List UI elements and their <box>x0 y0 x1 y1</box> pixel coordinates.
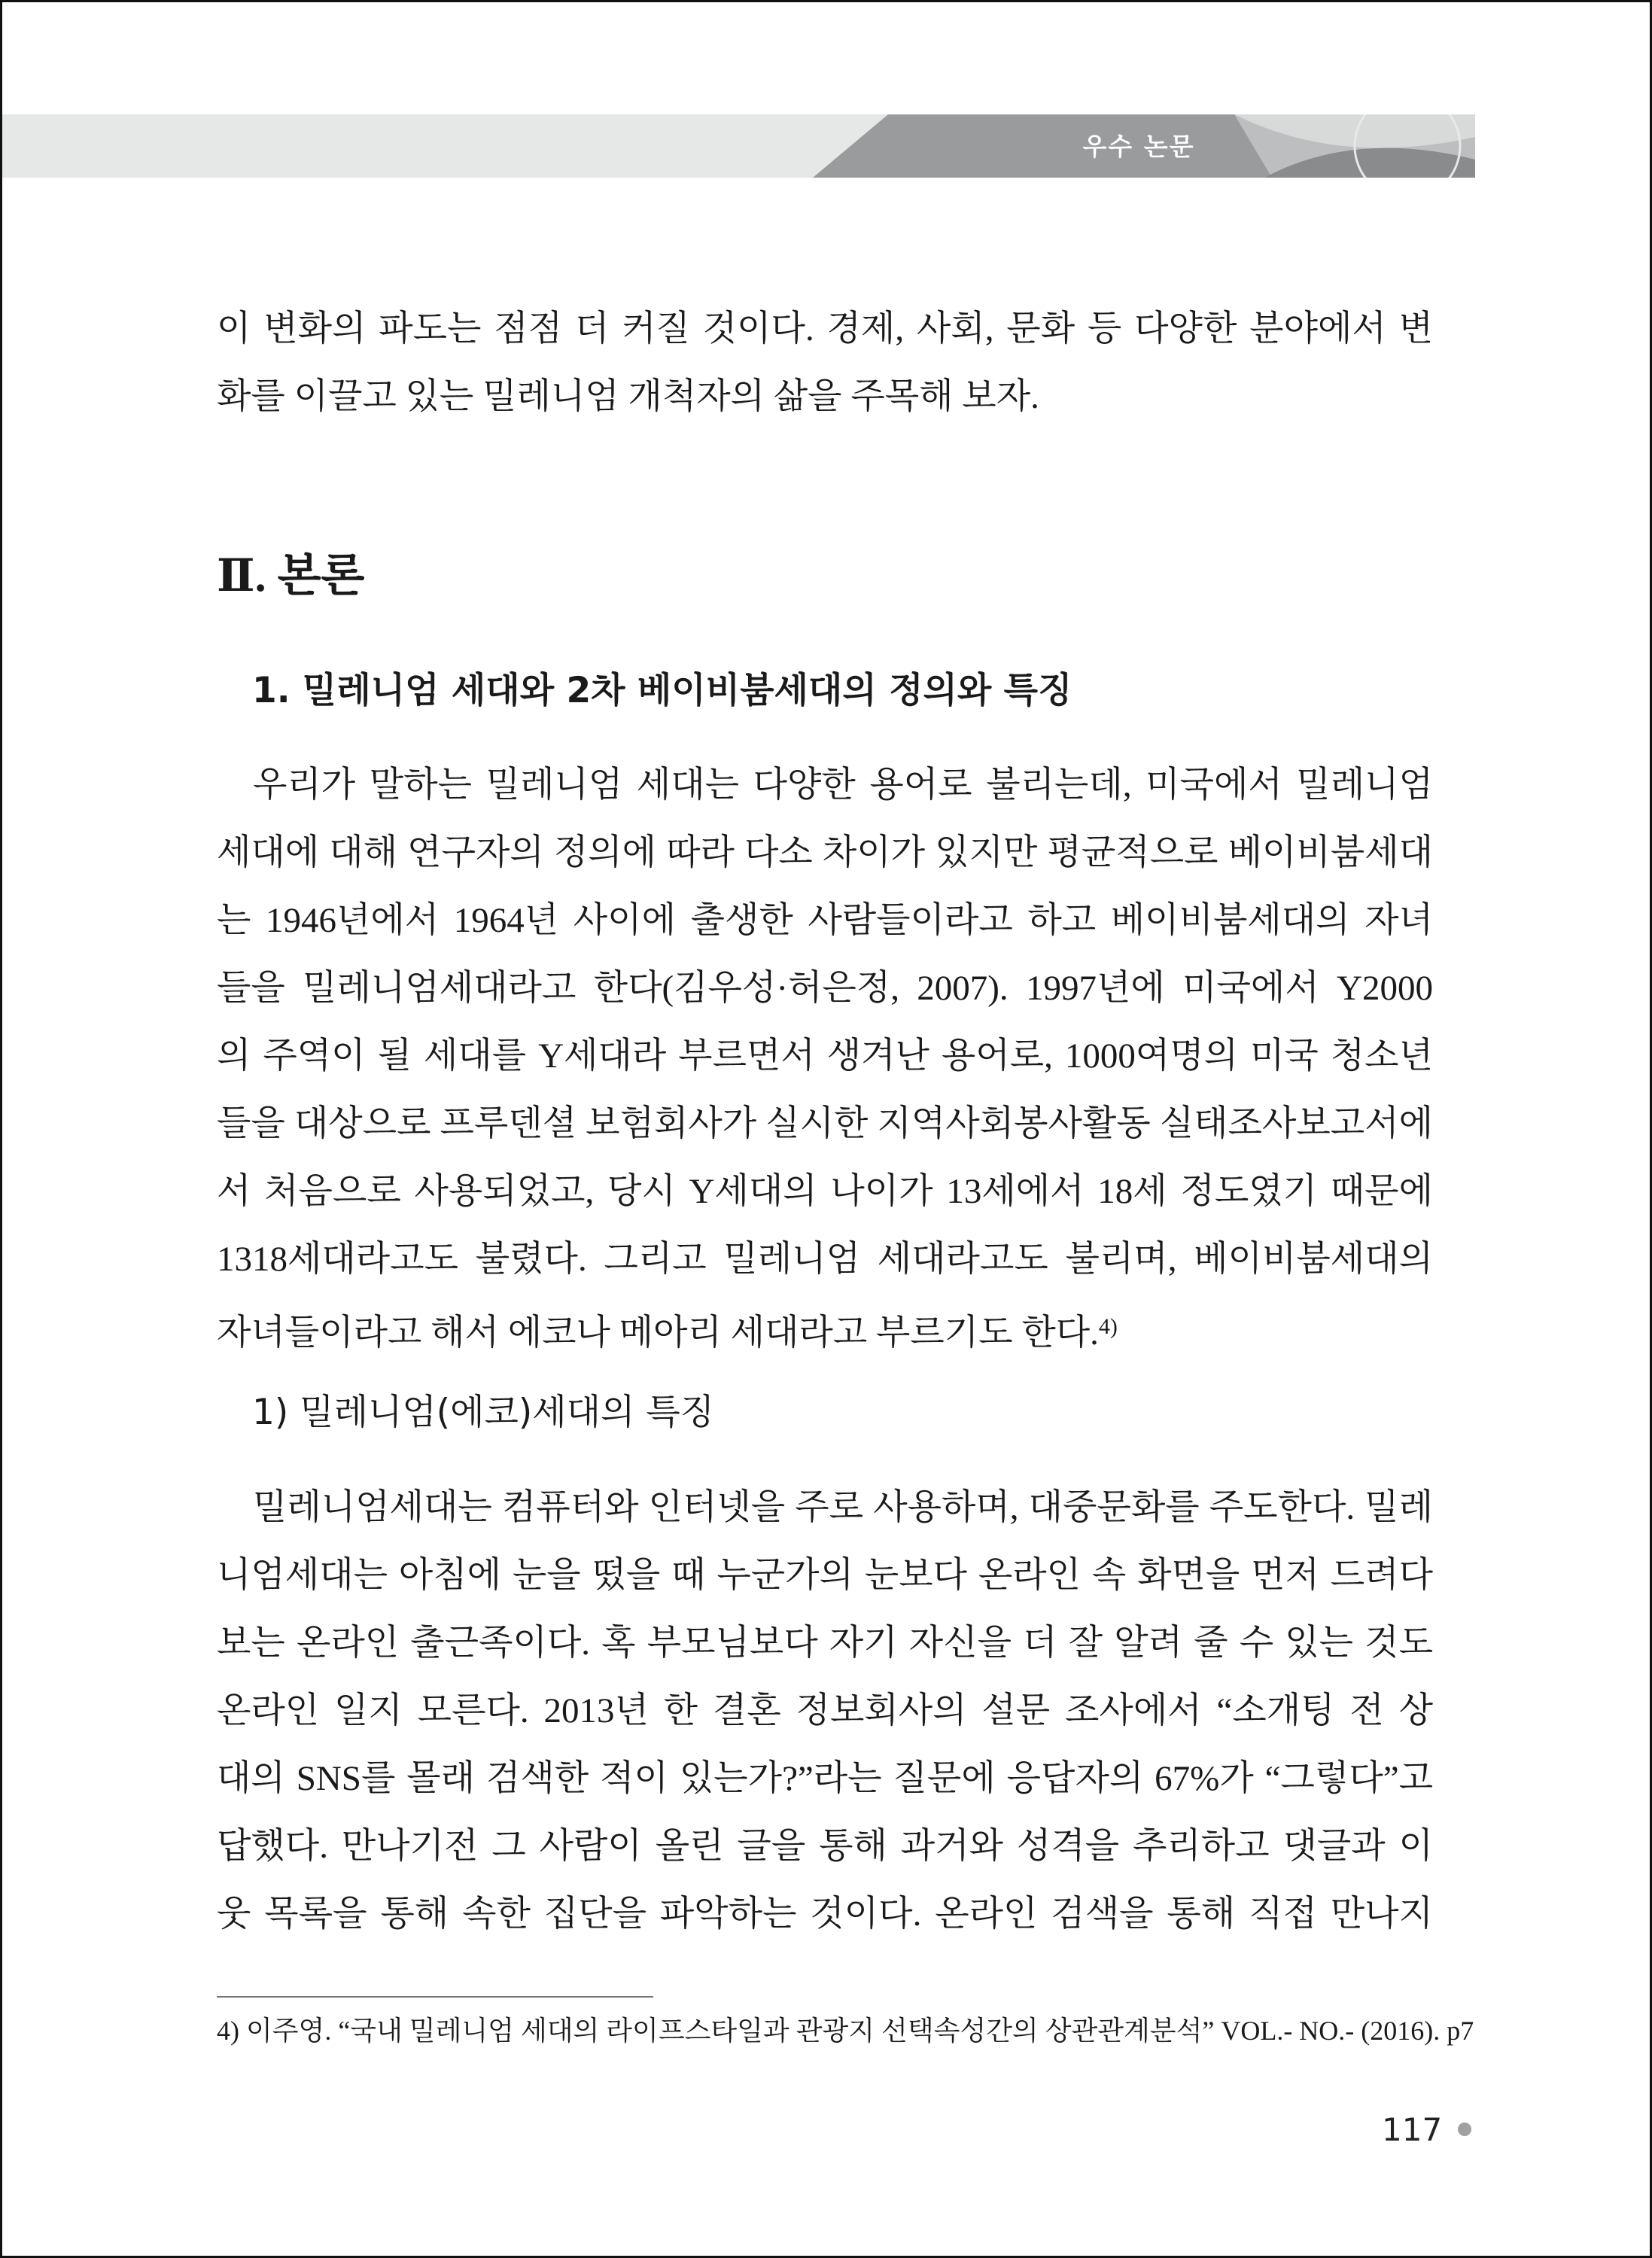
paragraph-line: 서 처음으로 사용되었고, 당시 Y세대의 나이가 13세에서 18세 정도였기 때문에 <box>217 1172 1433 1211</box>
paragraph-line: 대의 SNS를 몰래 검색한 적이 있는가?”라는 질문에 응답자의 67%가 “그렇다”고 <box>217 1759 1433 1798</box>
paragraph-line: 온라인 일지 모른다. 2013년 한 결혼 정보회사의 설문 조사에서 “소개팅 전 상 <box>217 1691 1433 1730</box>
paragraph-line: 들을 대상으로 프루덴셜 보험회사가 실시한 지역사회봉사활동 실태조사보고서에 <box>217 1104 1433 1143</box>
subsection1-paragraph <box>217 751 1433 1293</box>
paragraph-line-last <box>217 1293 1433 1367</box>
paragraph-line: 우리가 말하는 밀레니엄 세대는 다양한 용어로 불리는데, 미국에서 밀레니엄 <box>253 765 1433 805</box>
paragraph-line: 보는 온라인 출근족이다. 혹 부모님보다 자기 자신을 더 잘 알려 줄 수 있는 것도 <box>217 1624 1433 1663</box>
footnote-reference[interactable]: 4) <box>1098 1314 1118 1339</box>
paragraph-line: 1318세대라고도 불렸다. 그리고 밀레니엄 세대라고도 불리며, 베이비붐세대의 <box>217 1240 1433 1279</box>
paragraph-line-text: 자녀들이라고 해서 에코나 메아리 세대라고 부르기도 한다. <box>217 1313 1099 1353</box>
intro-line: 이 변화의 파도는 점점 더 커질 것이다. 경제, 사회, 문화 등 다양한 분야에서 변 <box>217 309 1433 348</box>
paragraph-line: 의 주역이 될 세대를 Y세대라 부르면서 생겨난 용어로, 1000여명의 미국 청소년 <box>217 1036 1433 1076</box>
intro-paragraph <box>217 295 1433 363</box>
intro-line: 화를 이끌고 있는 밀레니엄 개척자의 삶을 주목해 보자. <box>217 377 1039 416</box>
page-number-dot <box>1458 2123 1471 2136</box>
running-header-label: 우수 논문 <box>1082 132 1195 161</box>
subsubsection-heading: 1) 밀레니엄(에코)세대의 특징 <box>252 1392 715 1433</box>
paragraph-line: 밀레니엄세대는 컴퓨터와 인터넷을 주로 사용하며, 대중문화를 주도한다. 밀레 <box>253 1488 1433 1527</box>
page-number: 117 <box>1382 2111 1443 2148</box>
paragraph-line: 웃 목록을 통해 속한 집단을 파악하는 것이다. 온라인 검색을 통해 직접 만나지 <box>217 1894 1433 1934</box>
subsection2-paragraph <box>217 1474 1433 1948</box>
section-heading: Ⅱ. 본론 <box>217 551 365 601</box>
intro-paragraph-end <box>217 363 1433 431</box>
footnote-divider <box>217 1996 653 1998</box>
paragraph-line: 들을 밀레니엄세대라고 한다(김우성·허은정, 2007). 1997년에 미국에서 Y2000 <box>217 969 1433 1008</box>
paragraph-line: 니엄세대는 아침에 눈을 떴을 때 누군가의 눈보다 온라인 속 화면을 먼저 드려다 <box>217 1556 1433 1595</box>
paragraph-line: 는 1946년에서 1964년 사이에 출생한 사람들이라고 하고 베이비붐세대의 자녀 <box>217 901 1433 940</box>
footnote: 4) 이주영. “국내 밀레니엄 세대의 라이프스타일과 관광지 선택속성간의 상관관계분석” VOL.- NO.- (2016). p7 <box>217 2016 1474 2046</box>
paragraph-line: 답했다. 만나기전 그 사람이 올린 글을 통해 과거와 성격을 추리하고 댓글과 이 <box>217 1827 1433 1866</box>
subsection-heading: 1. 밀레니엄 세대와 2차 베이비붐세대의 정의와 특징 <box>252 670 1072 711</box>
subsection1-paragraph-end <box>217 1293 1433 1367</box>
paragraph-line: 세대에 대해 연구자의 정의에 따라 다소 차이가 있지만 평균적으로 베이비붐세대 <box>217 833 1433 872</box>
